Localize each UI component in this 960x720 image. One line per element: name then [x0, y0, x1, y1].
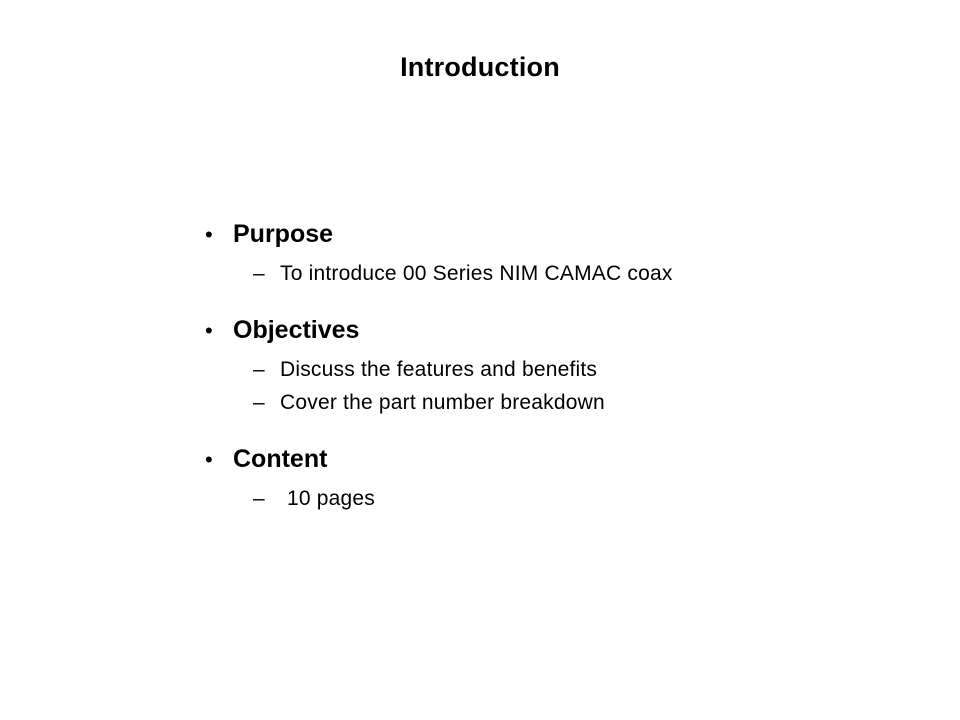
bullet-label: Content	[233, 445, 328, 473]
bullet-icon: •	[205, 222, 213, 247]
sub-bullet-item	[205, 353, 845, 386]
dash-icon: –	[253, 391, 265, 414]
sub-bullet-item	[205, 257, 845, 290]
bullet-icon: •	[205, 318, 213, 343]
bullet-label: Objectives	[233, 316, 360, 344]
sub-bullet-text: To introduce 00 Series NIM CAMAC coax	[280, 262, 673, 285]
dash-icon: –	[253, 358, 265, 381]
sub-bullet-text: Cover the part number breakdown	[280, 391, 605, 414]
bullet-group-purpose	[205, 218, 845, 290]
sub-bullet-text: Discuss the features and benefits	[280, 358, 598, 381]
slide-body	[205, 218, 845, 539]
bullet-item	[205, 314, 845, 347]
slide-title: Introduction	[400, 52, 560, 82]
bullet-group-objectives	[205, 314, 845, 419]
bullet-label: Purpose	[233, 220, 334, 248]
bullet-icon: •	[205, 447, 213, 472]
bullet-item	[205, 443, 845, 476]
sub-bullet-text: 10 pages	[287, 487, 376, 510]
dash-icon: –	[253, 262, 265, 285]
sub-bullet-item	[205, 386, 845, 419]
dash-icon: –	[253, 487, 265, 510]
sub-bullet-item	[205, 482, 845, 515]
bullet-group-content	[205, 443, 845, 515]
bullet-item	[205, 218, 845, 251]
